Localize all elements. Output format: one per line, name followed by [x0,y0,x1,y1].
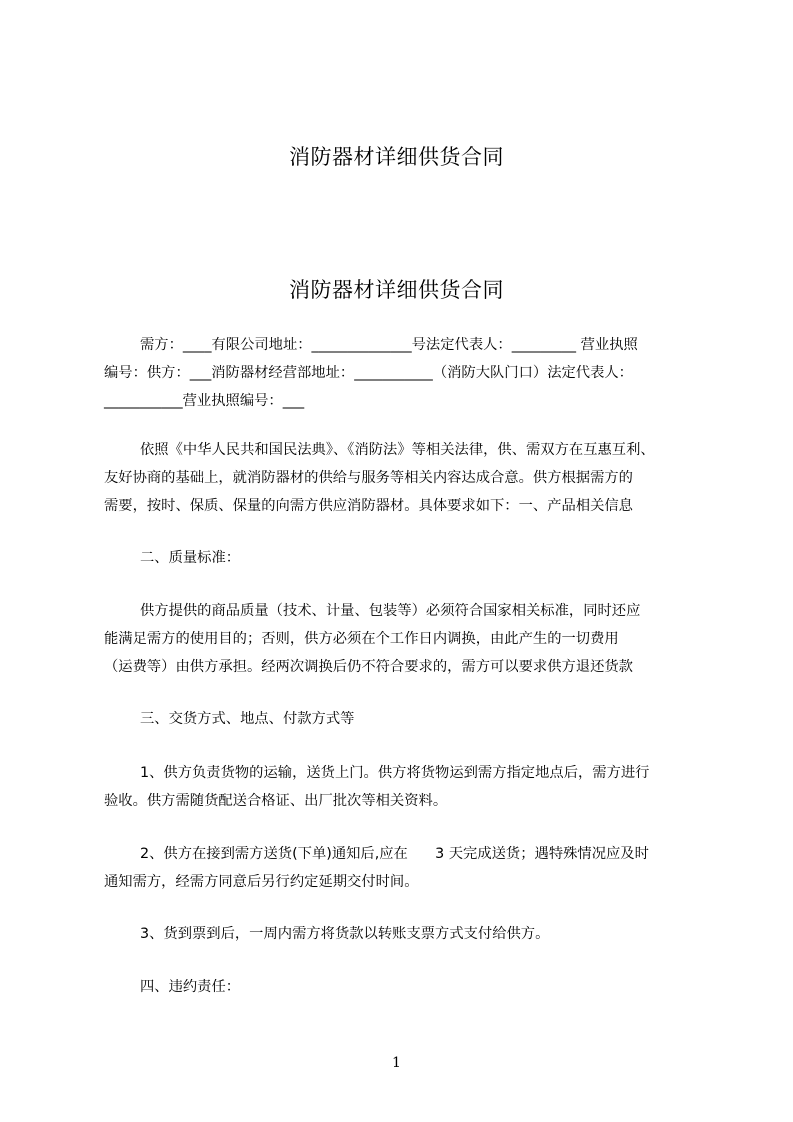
clause-line: 1、供方负责货物的运输，送货上门。供方将货物运到需方指定地点后，需方进行 [140,765,650,781]
parties-line: ___________营业执照编号：___ [104,393,305,409]
parties-line: 编号：供方：___消防器材经营部地址：___________（消防大队门口）法定代表人： [104,365,633,381]
intro-line: 需要，按时、保质、保量的向需方供应消防器材。具体要求如下：一、产品相关信息 [104,498,633,514]
section-heading-liability [104,973,700,1001]
clause-item-1 [104,759,700,815]
parties-line: 需方：____有限公司地址：______________号法定代表人：_________ 营业执照 [140,337,638,353]
clause-line: 验收。供方需随货配送合格证、出厂批次等相关资料。 [104,793,448,809]
page-number: 1 [392,1055,401,1071]
parties-paragraph [104,331,700,415]
document-header-title: 消防器材详细供货合同 [289,145,504,169]
section-heading-quality [104,544,700,572]
quality-paragraph [104,597,700,681]
intro-line: 依照《中华人民共和国民法典》、《消防法》等相关法律，供、需双方在互惠互利、 [140,442,655,458]
document-title: 消防器材详细供货合同 [289,278,504,302]
clause-item-3 [104,920,700,948]
intro-paragraph [104,436,700,520]
intro-line: 友好协商的基础上，就消防器材的供给与服务等相关内容达成合意。供方根据需方的 [104,470,633,486]
section-heading-text: 三、交货方式、地点、付款方式等 [140,711,355,727]
section-heading-delivery [104,705,700,733]
section-heading-text: 二、质量标准： [140,550,241,566]
clause-line: 通知需方，经需方同意后另行约定延期交付时间。 [104,874,419,890]
quality-line: （运费等）由供方承担。经两次调换后仍不符合要求的，需方可以要求供方退还货款 [104,659,633,675]
quality-line: 能满足需方的使用目的；否则，供方必须在个工作日内调换，由此产生的一切费用 [104,631,619,647]
quality-line: 供方提供的商品质量（技术、计量、包装等）必须符合国家相关标准，同时还应 [140,603,641,619]
section-heading-text: 四、违约责任： [140,979,241,995]
clause-line: 2、供方在接到需方送货(下单)通知后,应在 3 天完成送货；遇特殊情况应及时 [140,846,649,862]
clause-line: 3、货到票到后，一周内需方将货款以转账支票方式支付给供方。 [140,926,550,942]
clause-item-2 [104,840,700,896]
